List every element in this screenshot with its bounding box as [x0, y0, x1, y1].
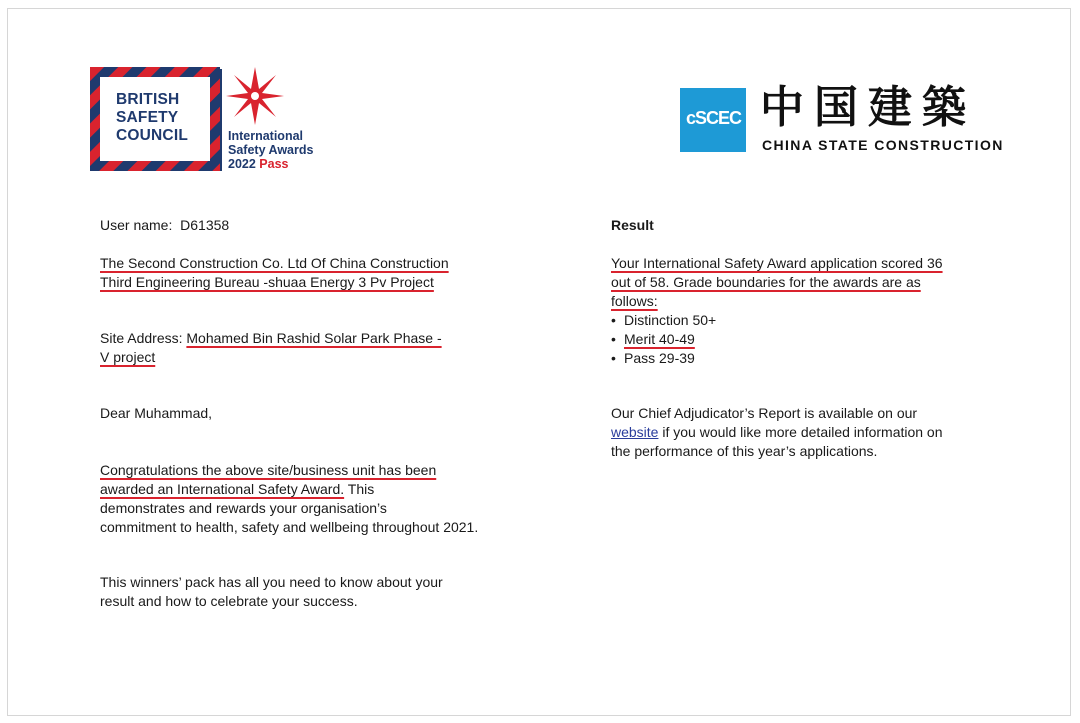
site-label: Site Address:	[100, 330, 183, 346]
company-line-2: Third Engineering Bureau -shuaa Energy 3 Pv Project	[100, 274, 434, 290]
username-row	[100, 216, 229, 235]
grade-distinction: Distinction 50+	[624, 312, 717, 328]
score-paragraph	[611, 254, 943, 368]
bsc-line-2: SAFETY	[116, 109, 179, 126]
website-link[interactable]: website	[611, 424, 659, 440]
report-line-1: Our Chief Adjudicator’s Report is available on our	[611, 405, 918, 421]
award-grade: Pass	[259, 157, 289, 171]
site-line-2: V project	[100, 349, 156, 365]
report-line-3: the performance of this year’s applications.	[611, 443, 878, 459]
award-line-1: International	[228, 129, 304, 143]
grade-merit: Merit 40-49	[624, 331, 695, 347]
score-line-3: follows:	[611, 293, 658, 309]
username-value: D61358	[180, 217, 230, 233]
grade-item-distinction	[611, 311, 943, 330]
report-line-2-rest: if you would like more detailed information on	[658, 424, 943, 440]
site-line-1: Mohamed Bin Rashid Solar Park Phase -	[186, 330, 442, 346]
score-line-2: out of 58. Grade boundaries for the awards are as	[611, 274, 921, 290]
bsc-line-1: BRITISH	[116, 91, 180, 108]
congrats-line-3: demonstrates and rewards your organisation’s	[100, 500, 387, 516]
grade-item-pass	[611, 349, 943, 368]
bsc-line-3: COUNCIL	[116, 127, 189, 144]
result-heading: Result	[611, 217, 654, 233]
cscec-mark	[680, 88, 746, 152]
award-line-3	[228, 157, 313, 171]
bsc-award-caption	[228, 129, 313, 171]
cscec-mark-text: cSCEC	[686, 108, 742, 128]
congratulations-paragraph	[100, 461, 478, 537]
grade-pass: Pass 29-39	[624, 350, 695, 366]
pack-line-2: result and how to celebrate your success.	[100, 593, 358, 609]
company-line-1: The Second Construction Co. Ltd Of China Construction	[100, 255, 449, 271]
bsc-wordmark	[116, 91, 188, 145]
congrats-line-1: Congratulations the above site/business unit has been	[100, 462, 437, 478]
award-line-2: Safety Awards	[228, 143, 314, 157]
cscec-english-name: CHINA STATE CONSTRUCTION	[762, 137, 1004, 153]
award-year: 2022	[228, 157, 256, 171]
china-state-construction-logo	[680, 82, 1010, 154]
bsc-divider	[220, 69, 222, 171]
congrats-line-4: commitment to health, safety and wellbeing throughout 2021.	[100, 519, 479, 535]
winners-pack-paragraph	[100, 573, 443, 611]
score-line-1: Your International Safety Award application scored 36	[611, 255, 943, 271]
username-label: User name:	[100, 217, 173, 233]
grade-item-merit	[611, 330, 943, 349]
site-address	[100, 329, 442, 367]
congrats-line-2-rest: This	[344, 481, 375, 497]
compass-star-icon	[226, 67, 284, 125]
company-name	[100, 254, 449, 292]
greeting: Dear Muhammad,	[100, 405, 213, 421]
congrats-line-2-underlined: awarded an International Safety Award.	[100, 481, 345, 497]
pack-line-1: This winners’ pack has all you need to know about your	[100, 574, 443, 590]
grade-list	[611, 311, 943, 368]
cscec-chinese-name: 中国建築	[760, 82, 976, 133]
report-paragraph	[611, 404, 943, 461]
british-safety-council-logo	[90, 67, 330, 177]
